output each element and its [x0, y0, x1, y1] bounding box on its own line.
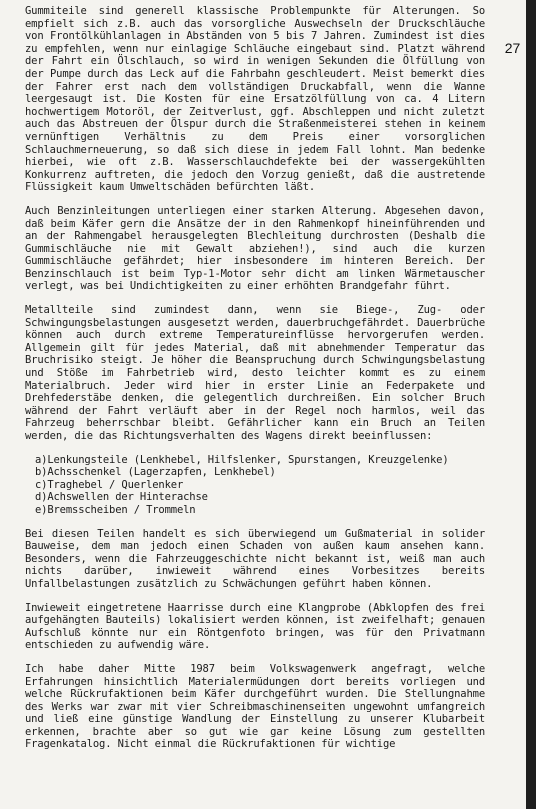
list-item: d)Achswellen der Hinterachse: [35, 491, 208, 504]
list-item: b)Achsschenkel (Lagerzapfen, Lenkhebel): [35, 466, 276, 479]
page-edge-shadow: [526, 0, 536, 809]
paragraph-fuel-lines: Auch Benzinleitungen unterliegen einer starken Alterung. Abgesehen davon, daß beim Käfer gern die Ansätze der in den Rahmenkopf hineinführenden und an der Rahmengabel herausgelegten Blechleitung durchrosten (Deshalb die Gummischläuche nie mit Gewalt abziehen!), sind auch die kurzen Gummischläuche gefährdet; hier insbesondere im hinteren Bereich. Der Benzinschlauch ist beim Typ-1-Motor sehr dicht am linken Wärmetauscher verlegt, was bei Undichtigkeiten zu einer erhöhten Brandgefahr führt.: [25, 204, 485, 293]
list-item: e)Bremsscheiben / Trommeln: [35, 503, 196, 516]
page-number: 27: [499, 38, 526, 58]
paragraph-vw-inquiry: Ich habe daher Mitte 1987 beim Volkswagenwerk angefragt, welche Erfahrungen hinsichtlich Materialermüdungen dort bereits vorliegen und welche Rückrufaktionen beim Käfer durchgeführt wurden. Die Stellungnahme des Werks war zwar mit vier Schreibmaschinenseiten ungewohnt umfangreich und ließ eine günstige Wandlung der Einstellung zu unserer Klubarbeit erkennen, brachte aber so gut wie gar keine Lösung zum gestellten Fragenkatalog. Nicht einmal die Rückrufaktionen für wichtige: [25, 662, 485, 751]
paragraph-metal-parts: Metallteile sind zumindest dann, wenn sie Biege-, Zug- oder Schwingungsbelastungen ausgesetzt werden, dauerbruchgefährdet. Dauerbrüche können auch durch extreme Temperatureinflüsse hervorgerufen werden. Allgemein gilt für jedes Material, daß mit abnehmender Temperatur das Bruchrisiko steigt. Je höher die Beanspruchung durch Schwingungsbelastung und Stöße im Fahrbetrieb wird, desto leichter kommt es zu einem Materialbruch. Jeder wird hier in erster Linie an Federpakete und Drehfederstäbe denken, die gelegentlich durchreißen. Ein solcher Bruch während der Fahrt verläuft aber in der Regel noch harmlos, weil das Fahrzeug beherrschbar bleibt. Gefährlicher kann ein Bruch an Teilen werden, die das Richtungsverhalten des Wagens direkt beeinflussen:: [25, 304, 485, 442]
article-body: [25, 5, 485, 762]
affected-parts-list: [35, 454, 485, 517]
list-item: c)Traghebel / Querlenker: [35, 478, 184, 491]
paragraph-cast-parts: Bei diesen Teilen handelt es sich überwiegend um Gußmaterial in solider Bauweise, dem man jedoch einen Schaden von außen kaum ansehen kann. Besonders, wenn die Fahrzeuggeschichte nicht bekannt ist, weiß man auch nichts darüber, inwieweit während eines Vorbesitzes bereits Unfallbelastungen zusätzlich zu Schwächungen geführt haben können.: [25, 527, 485, 590]
paragraph-hairline-cracks: Inwieweit eingetretene Haarrisse durch eine Klangprobe (Abklopfen des frei aufgehängten Bauteils) lokalisiert werden können, ist zweifelhaft; genauen Aufschluß könnte nur ein Röntgenfoto bringen, was für den Privatmann entschieden zu aufwendig wäre.: [25, 601, 485, 652]
paragraph-rubber-parts: Gummiteile sind generell klassische Problempunkte für Alterungen. So empfielt sich z.B. auch das vorsorgliche Auswechseln der Druckschläuche von Frontölkühlanlagen in Abständen von 5 bis 7 Jahren. Zumindest ist dies zu empfehlen, wenn nur einlagige Schläuche eingebaut sind. Platzt während der Fahrt ein Ölschlauch, so wird in wenigen Sekunden die Ölfüllung von der Pumpe durch das Leck auf die Fahrbahn geschleudert. Meist bemerkt dies der Fahrer erst nach dem vollständigen Druckabfall, wenn die Wanne leergesaugt ist. Die Kosten für eine Ersatzölfüllung von ca. 4 Litern hochwertigem Motoröl, der Zeitverlust, ggf. Abschleppen und nicht zuletzt auch das Abstreuen der Ölspur durch die Straßenmeisterei stehen in keinem vernünftigen Verhältnis zu dem Preis einer vorsorglichen Schlauchmerneuerung, so daß sich diese in jedem Fall lohnt. Man bedenke hierbei, wie oft z.B. Wasserschlauchdefekte bei der wassergekühlten Konkurrenz auftreten, die jedoch den Vorzug genießt, daß die austretende Flüssigkeit kaum Umweltschäden befürchten läßt.: [25, 5, 485, 194]
list-item: a)Lenkungsteile (Lenkhebel, Hilfslenker, Spurstangen, Kreuzgelenke): [35, 453, 449, 466]
